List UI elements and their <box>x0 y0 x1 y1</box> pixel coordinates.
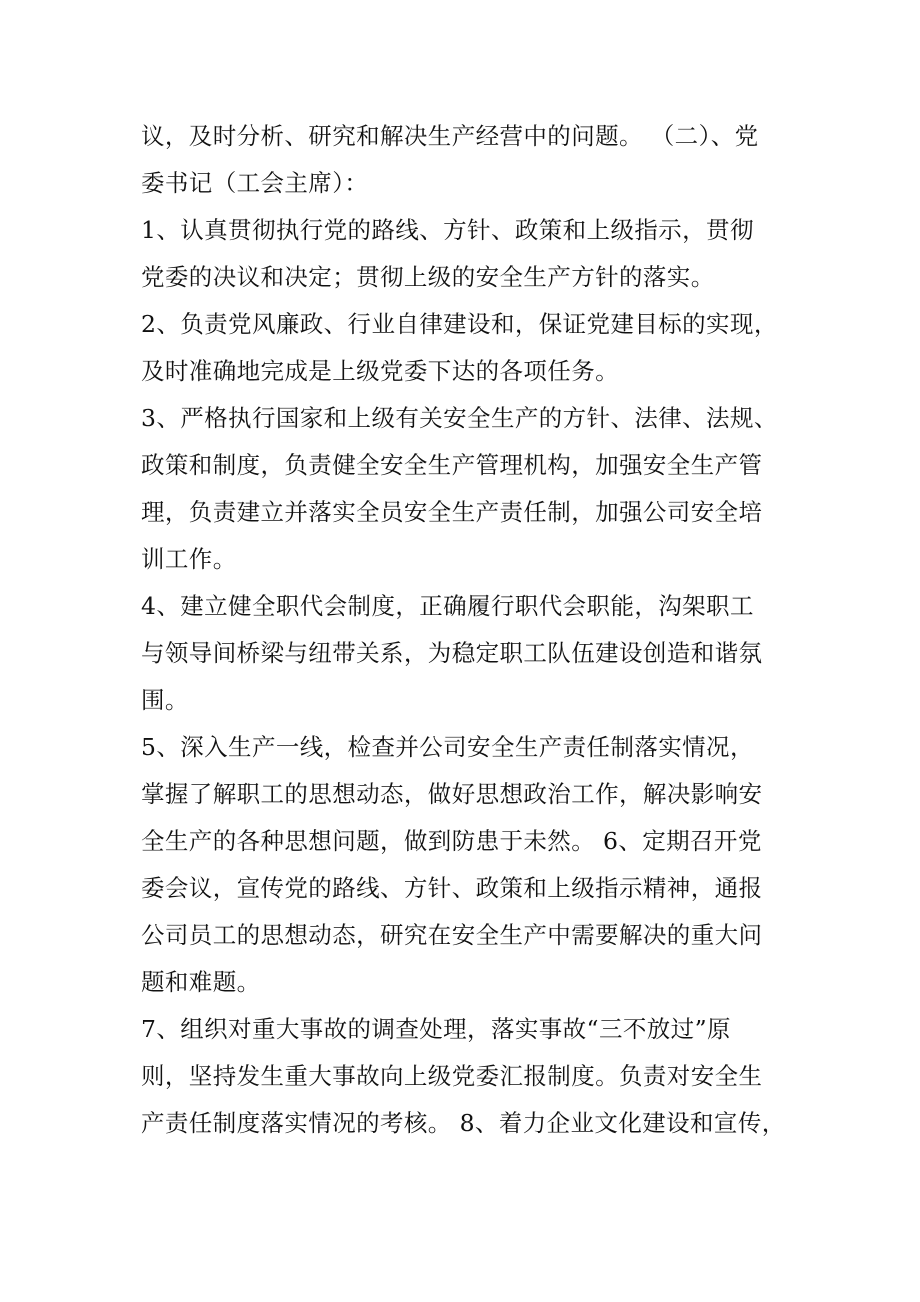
text-line: 全生产的各种思想问题，做到防患于未然。 6、定期召开党 <box>141 827 762 855</box>
text-line: 及时准确地完成是上级党委下达的各项任务。 <box>141 357 619 385</box>
paragraph-continuation <box>141 113 801 207</box>
text-line: 委会议，宣传党的路线、方针、政策和上级指示精神，通报 <box>141 874 763 902</box>
text-line: 3、严格执行国家和上级有关安全生产的方针、法律、法规、 <box>141 404 778 432</box>
text-line: 围。 <box>141 686 189 714</box>
text-line: 产责任制度落实情况的考核。 8、着力企业文化建设和宣传， <box>141 1109 786 1137</box>
text-line: 党委的决议和决定；贯彻上级的安全生产方针的落实。 <box>141 263 715 291</box>
paragraph-item-5 <box>141 724 801 1006</box>
document-body <box>141 113 801 1147</box>
paragraph-item-4 <box>141 583 801 724</box>
text-line: 训工作。 <box>141 545 237 573</box>
text-line: 委书记（工会主席）： <box>141 169 369 197</box>
text-line: 议，及时分析、研究和解决生产经营中的问题。 （二）、党 <box>141 122 759 150</box>
text-line: 1、认真贯彻执行党的路线、方针、政策和上级指示，贯彻 <box>141 216 754 244</box>
paragraph-item-3 <box>141 395 801 583</box>
text-line: 公司员工的思想动态，研究在安全生产中需要解决的重大问 <box>141 921 763 949</box>
text-line: 7、组织对重大事故的调查处理，落实事故“三不放过”原 <box>141 1015 731 1043</box>
text-line: 5、深入生产一线，检查并公司安全生产责任制落实情况， <box>141 733 754 761</box>
paragraph-item-2 <box>141 301 801 395</box>
text-line: 政策和制度，负责健全安全生产管理机构，加强安全生产管 <box>141 451 763 479</box>
text-line: 则，坚持发生重大事故向上级党委汇报制度。负责对安全生 <box>141 1062 763 1090</box>
text-line: 4、建立健全职代会制度，正确履行职代会职能，沟架职工 <box>141 592 754 620</box>
text-line: 理，负责建立并落实全员安全生产责任制，加强公司安全培 <box>141 498 763 526</box>
text-line: 掌握了解职工的思想动态，做好思想政治工作，解决影响安 <box>141 780 763 808</box>
text-line: 与领导间桥梁与纽带关系，为稳定职工队伍建设创造和谐氛 <box>141 639 763 667</box>
text-line: 题和难题。 <box>141 968 261 996</box>
paragraph-item-7 <box>141 1006 801 1147</box>
paragraph-item-1 <box>141 207 801 301</box>
text-line: 2、负责党风廉政、行业自律建设和，保证党建目标的实现， <box>141 310 778 338</box>
